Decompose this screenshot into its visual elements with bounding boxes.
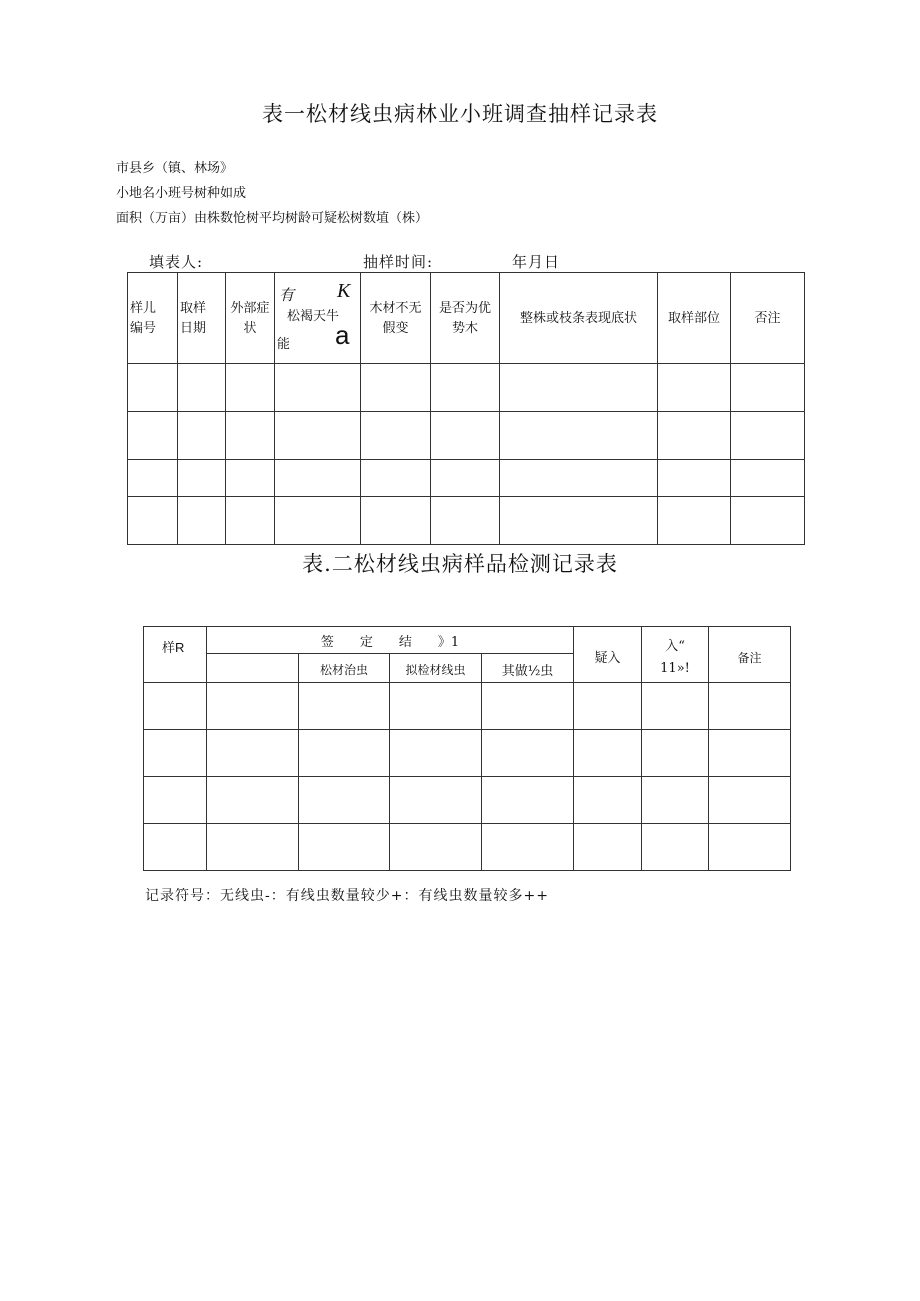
table-cell[interactable] [731, 460, 805, 497]
table-row [144, 777, 791, 824]
table-row [144, 824, 791, 871]
table-cell[interactable] [207, 730, 299, 777]
table-cell[interactable] [178, 364, 226, 412]
table-cell[interactable] [299, 777, 390, 824]
header-suspected: 疑入 [574, 627, 642, 683]
table-cell[interactable] [431, 364, 500, 412]
header-symptom-description: 整株或枝条表现底状 [500, 273, 658, 364]
table-cell[interactable] [709, 683, 791, 730]
table-cell[interactable] [299, 824, 390, 871]
table-cell[interactable] [642, 777, 709, 824]
header-sample: 样R [144, 627, 207, 683]
table-cell[interactable] [275, 460, 361, 497]
detection-record-table [143, 626, 791, 871]
record-symbol-note: 记录符号：无线虫-：有线虫数量较少+：有线虫数量较多++ [145, 888, 549, 904]
table-cell[interactable] [431, 497, 500, 545]
table-cell[interactable] [500, 412, 658, 460]
subheader-other-nematode: 其做½虫 [482, 654, 574, 683]
table-cell[interactable] [128, 460, 178, 497]
header-remark2: 备注 [709, 627, 791, 683]
subheader-blank [207, 654, 299, 683]
table-cell[interactable] [275, 364, 361, 412]
table-cell[interactable] [574, 777, 642, 824]
table-cell[interactable] [574, 683, 642, 730]
table-row [128, 412, 805, 460]
table-cell[interactable] [226, 460, 275, 497]
header-external-symptom: 外部症 状 [226, 273, 275, 364]
subheader-pine-nematode: 松材治虫 [299, 654, 390, 683]
table-cell[interactable] [128, 497, 178, 545]
table-row [144, 683, 791, 730]
table2-title: 表.二松材线虫病样品检测记录表 [302, 552, 618, 576]
table-cell[interactable] [178, 412, 226, 460]
table-cell[interactable] [207, 777, 299, 824]
table-cell[interactable] [431, 412, 500, 460]
header-identification-result: 签 定 结 》1 [207, 627, 574, 654]
header-remark: 否注 [731, 273, 805, 364]
table-cell[interactable] [207, 824, 299, 871]
table-cell[interactable] [482, 683, 574, 730]
table-cell[interactable] [361, 364, 431, 412]
table-cell[interactable] [658, 460, 731, 497]
table-cell[interactable] [226, 412, 275, 460]
table-row [144, 730, 791, 777]
header-col-b: 入“ 11»! [642, 627, 709, 683]
table-cell[interactable] [482, 730, 574, 777]
table-cell[interactable] [709, 824, 791, 871]
table-cell[interactable] [144, 777, 207, 824]
table-cell[interactable] [178, 497, 226, 545]
table-cell[interactable] [658, 497, 731, 545]
table-cell[interactable] [574, 730, 642, 777]
table-cell[interactable] [431, 460, 500, 497]
header-sample-date: 取样 日期 [178, 273, 226, 364]
table-cell[interactable] [207, 683, 299, 730]
table-cell[interactable] [144, 730, 207, 777]
table-cell[interactable] [709, 777, 791, 824]
filler-label: 填表人: [149, 253, 204, 271]
info-line-region: 市县乡（镇、林场》 [116, 161, 234, 176]
table-cell[interactable] [299, 730, 390, 777]
table-cell[interactable] [275, 412, 361, 460]
date-label: 年月日 [512, 253, 561, 271]
table-cell[interactable] [500, 497, 658, 545]
table-cell[interactable] [128, 412, 178, 460]
header-wood-change: 木材不无 假变 [361, 273, 431, 364]
table-cell[interactable] [731, 364, 805, 412]
sampling-record-table [127, 272, 805, 545]
table-cell[interactable] [709, 730, 791, 777]
table-cell[interactable] [144, 683, 207, 730]
table-cell[interactable] [500, 460, 658, 497]
table-cell[interactable] [226, 364, 275, 412]
table-cell[interactable] [361, 497, 431, 545]
table-cell[interactable] [299, 683, 390, 730]
table-cell[interactable] [390, 824, 482, 871]
header-sample-part: 取样部位 [658, 273, 731, 364]
table-cell[interactable] [482, 777, 574, 824]
table-cell[interactable] [178, 460, 226, 497]
table-cell[interactable] [226, 497, 275, 545]
table1-title: 表一松材线虫病林业小班调查抽样记录表 [262, 102, 658, 126]
table-cell[interactable] [361, 460, 431, 497]
table-cell[interactable] [658, 412, 731, 460]
table-cell[interactable] [275, 497, 361, 545]
table-cell[interactable] [658, 364, 731, 412]
table-cell[interactable] [482, 824, 574, 871]
table-cell[interactable] [144, 824, 207, 871]
table-cell[interactable] [731, 497, 805, 545]
sample-time-label: 抽样时间: [363, 253, 434, 271]
table-cell[interactable] [574, 824, 642, 871]
info-line-location: 小地名小班号树种如成 [116, 186, 247, 201]
header-beetle: 有 K 松褐天牛 能 a [275, 273, 361, 364]
table-row [128, 460, 805, 497]
table-row [128, 364, 805, 412]
subheader-pseudo-nematode: 拟检材线虫 [390, 654, 482, 683]
table-cell[interactable] [361, 412, 431, 460]
table-cell[interactable] [500, 364, 658, 412]
table1-header-row [128, 273, 805, 364]
table-cell[interactable] [390, 730, 482, 777]
table2-header-row [144, 627, 791, 654]
header-dominant-tree: 是否为优 势木 [431, 273, 500, 364]
table-cell[interactable] [731, 412, 805, 460]
table-cell[interactable] [390, 683, 482, 730]
table-row [128, 497, 805, 545]
info-line-area: 面积（万亩）由株数怆树平均树龄可疑松树数埴（株） [116, 211, 429, 226]
table-cell[interactable] [128, 364, 178, 412]
table-cell[interactable] [642, 824, 709, 871]
header-sample-number: 样儿 编号 [128, 273, 178, 364]
table-cell[interactable] [390, 777, 482, 824]
table-cell[interactable] [642, 683, 709, 730]
table-cell[interactable] [642, 730, 709, 777]
